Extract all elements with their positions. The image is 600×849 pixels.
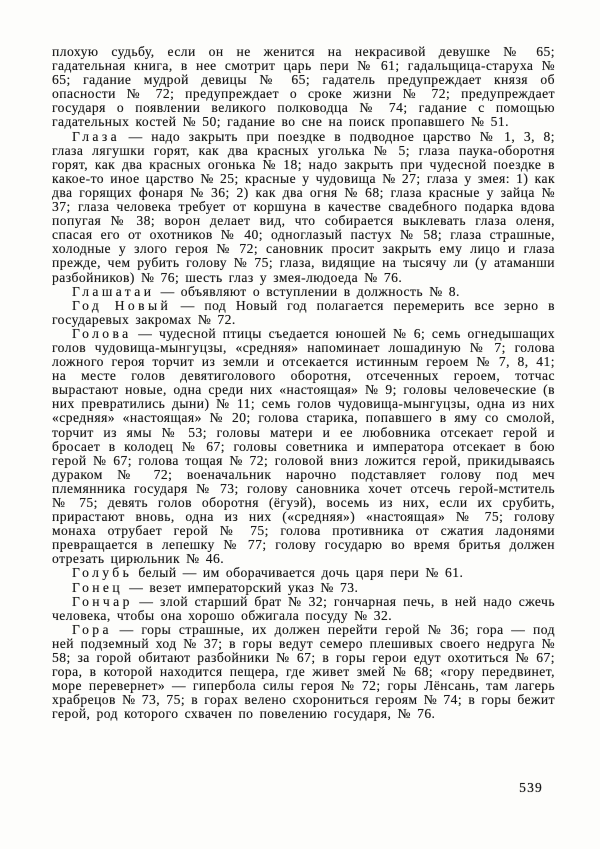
index-entry [52,285,555,299]
entry-headword: Голова [72,325,132,341]
index-entry [52,581,555,595]
entry-text: белый — им оборачивается дочь царя пери № 61. [138,565,464,581]
index-entry [52,45,555,130]
entry-headword: Гонец [72,579,124,595]
entry-headword: Глашатаи [72,283,155,299]
entry-text: — под Новый год полагается перемерить все зерно в государевых закромах № 72. [52,297,555,327]
index-entry [52,299,555,327]
entry-headword: Голубь [72,565,133,581]
entry-text: — горы страшные, их должен перейти герой № 36; гора — под ней подземный ход № 37; в горы ведут семеро плешивых своего недруга № 58; за горой обитают разбойники № 67; в горы герои едут охотиться № 67; гора, в которой находится пещера, где живет змей № 68; «гору передвинет, море перевернет» — гипербола силы героя № 72; горы Лёнсань, там лагерь храбрецов № 73, 75; в горах велено схорониться героям № 74; в горы бежит герой, род которого схвачен по повелению государя, № 76. [52,621,555,722]
entry-headword: Глаза [72,128,121,144]
entry-text: — надо закрыть при поездке в подводное царство № 1, 3, 8; глаза лягушки горят, как два красных уголька № 5; глаза паука-оборотня горят, как два красных огонька № 18; надо закрыть при чудесной поездке в какое-то иное царство № 25; красные у чудовища № 27; глаза у змея: 1) как два горящих фонаря № 36; 2) как два огня № 68; глаза красные у зайца № 37; глаза человека требует от коршуна в качестве свадебного подарка вдова попугая № 38; ворон делает вид, что собирается выклевать глаза оленя, спасая его от охотников № 40; одноглазый пастух № 58; глаза страшные, холодные у злого героя № 72; сановник просит закрыть ему лицо и глаза прежде, чем рубить голову № 75; глаза, видящие на тысячу ли (у атаманши разбойников) № 76; шесть глаз у змея-людоеда № 76. [52,128,555,285]
page-number: 539 [519,780,543,795]
index-entry [52,566,555,580]
index-text-block [52,45,555,722]
entry-headword: Год Новый [72,297,172,313]
entry-text: — чудесной птицы съедается юношей № 6; семь огнедышащих голов чудовища-мынгуцзы, «средняя» напоминает лошадиную № 7; голова ложного героя торчит из земли и отсекается истинным героем № 7, 8, 41; на месте голов девятиголового оборотня, отсеченных героем, тотчас вырастают новые, одна среди них «настоящая» № 9; головы человеческие (в них превратились дыни) № 11; семь голов чудовища-мынгуцзы, одна из них «средняя» «настоящая» № 20; голова старика, попавшего в яму со смолой, торчит из ямы № 53; головы матери и ее любовника отсекает герой и бросает в колодец № 67; головы советника и императора отсекает в бою герой № 67; голова тощая № 72; головой вниз ложится герой, прикидываясь дураком № 72; военачальник нарочно подставляет голову под меч племянника государя № 73; голову сановника хочет отсечь герой-мститель № 75; девять голов оборотня (ёгуэй), восемь из них, если их срубить, прирастают вновь, одна из них («средняя») «настоящая» № 75; голову монаха отрубает герой № 75; голова противника от сжатия ладонями превращается в лепешку № 77; голову государю во время бритья должен отрезать цирюльник № 46. [52,325,555,567]
entry-text: плохую судьбу, если он не женится на некрасивой девушке № 65; гадательная книга, в нее смотрит царь пери № 61; гадальщица-старуха № 65; гадание мудрой девицы № 65; гадатель предупреждает князя об опасности № 72; предупреждает о сроке жизни № 72; предупреждает государя о появлении великого полководца № 74; гадание с помощью гадательных костей № 50; гадание во сне на поиск пропавшего № 51. [52,44,555,130]
index-entry [52,130,555,285]
index-entry [52,595,555,623]
entry-text: — злой старший брат № 32; гончарная печь, в ней надо сжечь человека, чтобы она хорошо обжигала посуду № 32. [52,593,555,623]
entry-text: — объявляют о вступлении в должность № 8. [160,283,460,299]
index-entry [52,327,555,567]
entry-headword: Гора [72,621,112,637]
entry-text: — везет императорский указ № 73. [129,579,359,595]
index-entry [52,623,555,722]
entry-headword: Гончар [72,593,133,609]
